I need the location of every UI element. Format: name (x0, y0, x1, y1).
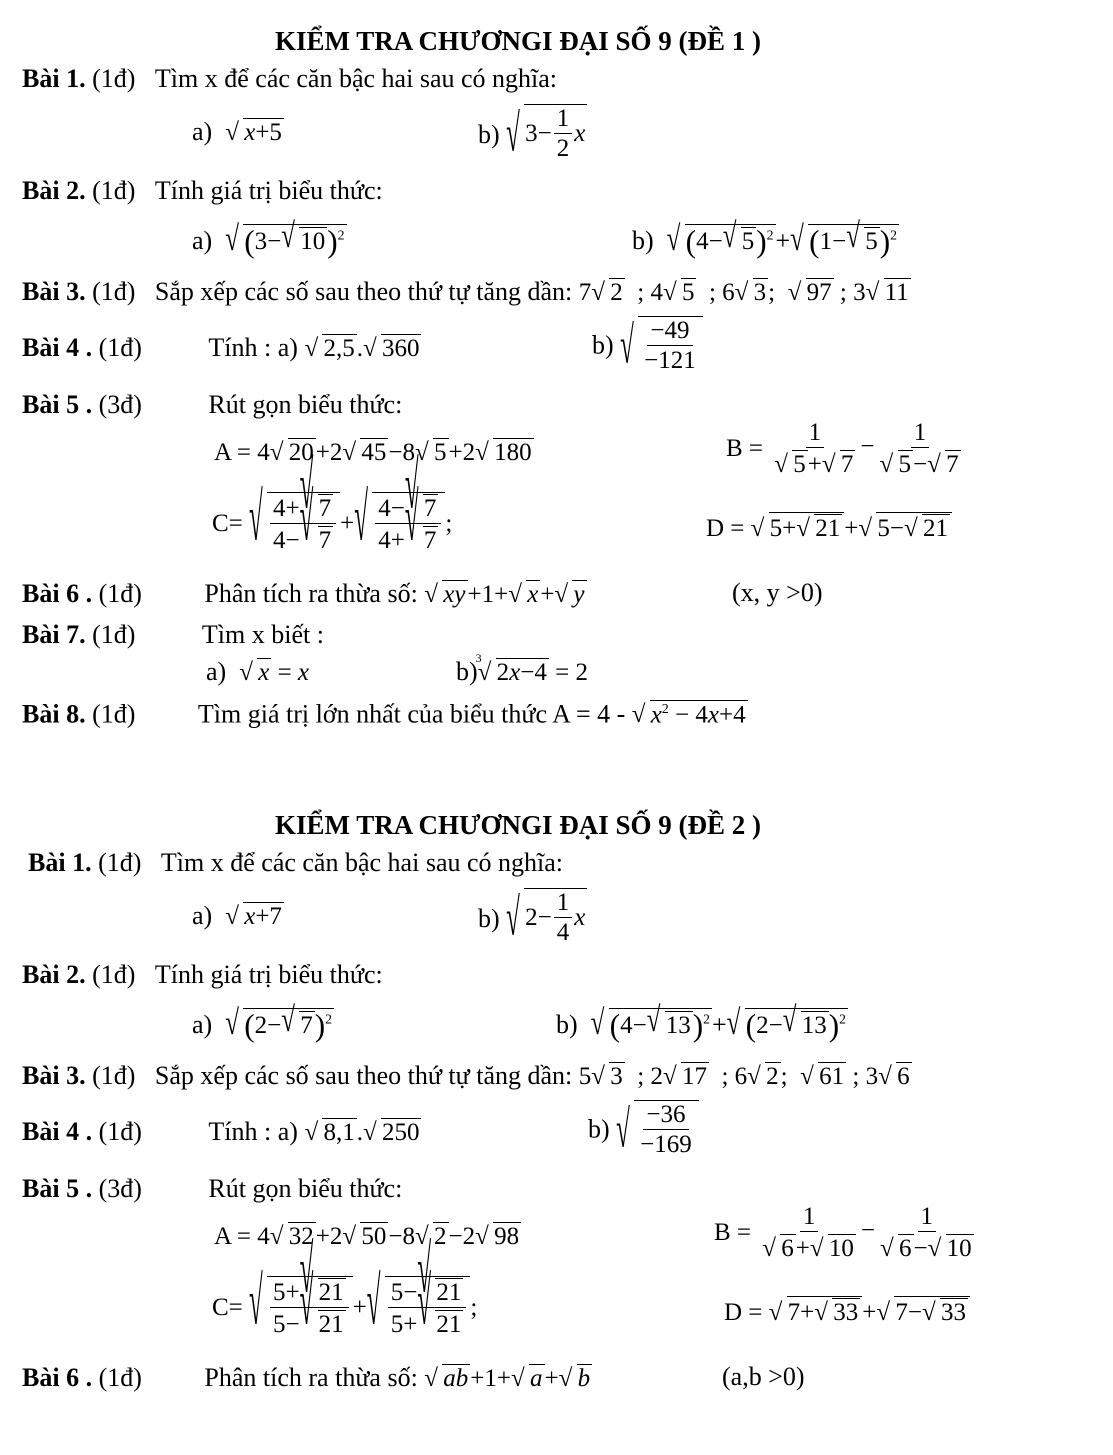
math-expr: √ (2−√ 7)$^2$ (225, 1008, 334, 1041)
problem-text: Tính giá trị biểu thức: (154, 960, 383, 989)
math-expr: √ 8,1.√ 250 (304, 1119, 421, 1146)
exam2-p4b (588, 1100, 699, 1157)
exam1-expr-B: B = 1 √ 5+√ 7 − 1 √ 5−√ 7 (726, 420, 966, 477)
exam1-problem7 (22, 622, 324, 648)
math-expr: √ (3−√ 10)$^2$ (225, 224, 346, 257)
exam2-problem4 (22, 1118, 421, 1145)
part-label: b) (478, 904, 500, 934)
problem-label: Bài 2. (22, 960, 86, 989)
math-expr: √ 3− 1 2 x (506, 104, 587, 161)
exam2-expr-D: D = √ 7+√ 33 +√ 7−√ 33 (724, 1296, 970, 1325)
exam2-problem1 (28, 850, 563, 876)
exam1-expr-C: C= √ $\frac{4+√ 7}{4-√ 7}$ + √ $\frac{4-√ 7}{4+√ 7}$ ; (212, 492, 452, 553)
exam1-title: KIỂM TRA CHƯƠNGI ĐẠI SỐ 9 (ĐỀ 1 ) (275, 26, 762, 56)
problem-text: Rút gọn biểu thức: (208, 390, 403, 419)
part-label: a) (192, 225, 213, 255)
problem-text: Tính giá trị biểu thức: (154, 176, 383, 205)
exam2-condition: (a,b >0) (722, 1362, 805, 1391)
problem-score: (1đ) (92, 277, 136, 306)
problem-score: (1đ) (98, 1363, 142, 1392)
exam2-title: KIỂM TRA CHƯƠNGI ĐẠI SỐ 9 (ĐỀ 2 ) (275, 810, 762, 840)
problem-score: (3đ) (98, 1174, 142, 1203)
part-label: b) (592, 330, 614, 360)
problem-score: (1đ) (92, 699, 136, 729)
math-expr: √ ab+1+√ a+√ b (424, 1365, 592, 1392)
math-expr: 7√ 2 ; 4√ 5 ; 6√ 3; √ 97 ; 3√ 11 (579, 279, 911, 306)
problem-text: Rút gọn biểu thức: (208, 1174, 403, 1203)
problem-score: (1đ) (92, 176, 136, 205)
problem-score: (1đ) (92, 64, 136, 93)
exam1-problem4 (22, 334, 421, 361)
problem-label: Bài 3. (22, 277, 86, 306)
math-expr: √ $\frac{-36}{-169}$ (616, 1100, 699, 1157)
problem-text: Tìm x để các căn bậc hai sau có nghĩa: (154, 64, 558, 93)
part-label: a) (192, 901, 213, 930)
exam2-expr-B: B = 1 √ 6+√ 10 − 1 √ 6−√ 10 (714, 1204, 979, 1261)
part-label: a) (192, 1009, 213, 1039)
problem-score: (1đ) (98, 848, 142, 877)
problem-score: (1đ) (98, 1117, 142, 1146)
math-expr: √ xy+1+√ x+√ y (424, 581, 586, 608)
exam2-expr-A: A = 4√ 32+2√ 50−8√ 2−2√ 98 (214, 1222, 521, 1249)
problem-label: Bài 7. (22, 620, 86, 649)
exam2-problem2 (22, 962, 383, 988)
exam2-expr-C: C= √ $\frac{5+√ 21}{5-√ 21}$ + √ $\frac{5-√ 21}{5+√ 21}$ ; (212, 1276, 477, 1337)
exam1-problem2 (22, 178, 383, 204)
exam1-problem3 (22, 278, 911, 305)
problem-score: (3đ) (98, 390, 142, 419)
problem-label: Bài 6 . (22, 579, 93, 608)
part-label: b) (588, 1114, 610, 1144)
exam1-problem1 (22, 66, 557, 92)
exam1-problem6 (22, 580, 587, 607)
exam2-p2b: b) √ (4−√ 13)$^2$+√ (2−√ 13)$^2$ (556, 1008, 848, 1041)
exam2-p1a (192, 902, 284, 929)
problem-label: Bài 3. (22, 1061, 86, 1090)
problem-label: Bài 4 . (22, 1117, 93, 1146)
part-label: a) (206, 657, 227, 686)
exam1-expr-D: D = √ 5+√ 21 +√ 5−√ 21 (706, 512, 952, 541)
exam2-p1b (478, 888, 587, 945)
part-label: b) (456, 657, 478, 686)
problem-label: Bài 5 . (22, 390, 93, 419)
problem-label: Bài 8. (22, 699, 86, 729)
problem-score: (1đ) (92, 1061, 136, 1090)
problem-text: Phân tích ra thừa số: (204, 1363, 418, 1392)
exam2-p2a (192, 1008, 334, 1041)
problem-text: Tính : a) (208, 333, 298, 362)
math-expr: √ $x^2 - 4x+4$ (632, 701, 748, 728)
part-label: b) (556, 1009, 578, 1039)
exam1-p2a (192, 224, 347, 257)
problem-text: Phân tích ra thừa số: (204, 579, 418, 608)
exam1-problem5 (22, 392, 402, 418)
exam2-problem5 (22, 1176, 402, 1202)
exam1-condition: (x, y >0) (732, 578, 823, 607)
problem-label: Bài 1. (28, 848, 92, 877)
problem-score: (1đ) (98, 333, 142, 362)
math-expr: √ 2,5.√ 360 (304, 335, 421, 362)
exam1-p2b: b) √ (4−√ 5)$^2$+√ (1−√ 5)$^2$ (632, 224, 899, 257)
part-label: b) (478, 120, 500, 150)
problem-score: (1đ) (92, 960, 136, 989)
math-expr: √ (2−√ 13)$^2$ (727, 1008, 848, 1041)
math-expr: √ x+5 (225, 118, 284, 145)
problem-label: Bài 1. (22, 64, 86, 93)
math-expr: √ x+7 (225, 902, 284, 929)
math-expr: √ (1−√ 5)$^2$ (790, 224, 899, 257)
problem-label: Bài 5 . (22, 1174, 93, 1203)
part-label: b) (632, 225, 654, 255)
problem-text: Sắp xếp các số sau theo thứ tự tăng dần: (154, 1061, 573, 1090)
problem-label: Bài 4 . (22, 333, 93, 362)
exam1-p1a (192, 118, 284, 145)
exam1-expr-A: A = 4√ 20+2√ 45−8√ 5+2√ 180 (214, 438, 534, 465)
math-expr: √ 2− 1 4 x (506, 888, 587, 945)
math-expr: 5√ 3 ; 2√ 17 ; 6√ 2; √ 61 ; 3√ 6 (579, 1063, 912, 1090)
exam1-p7b: b) √ 3 2x−4 = 2 (456, 658, 588, 685)
problem-text: Tính : a) (208, 1117, 298, 1146)
exam2-problem6 (22, 1364, 592, 1391)
problem-score: (1đ) (98, 579, 142, 608)
exam1-p4b (592, 316, 703, 373)
exam1-p7a: a) √ x = x (206, 658, 309, 685)
problem-label: Bài 6 . (22, 1363, 93, 1392)
part-label: a) (192, 117, 213, 146)
exam1-p1b (478, 104, 587, 161)
math-expr: √ $\frac{-49}{-121}$ (620, 316, 703, 373)
math-expr: √ (4−√ 5)$^2$ (667, 224, 776, 257)
problem-label: Bài 2. (22, 176, 86, 205)
math-expr: √ (4−√ 13)$^2$ (591, 1008, 712, 1041)
problem-text: Tìm x biết : (201, 620, 324, 649)
problem-text: Sắp xếp các số sau theo thứ tự tăng dần: (154, 277, 573, 306)
exam2-problem3 (22, 1062, 912, 1089)
problem-text: Tìm giá trị lớn nhất của biểu thức A = 4 - (197, 699, 626, 729)
problem-text: Tìm x để các căn bậc hai sau có nghĩa: (160, 848, 564, 877)
problem-score: (1đ) (92, 620, 136, 649)
exam1-problem8 (22, 700, 748, 727)
